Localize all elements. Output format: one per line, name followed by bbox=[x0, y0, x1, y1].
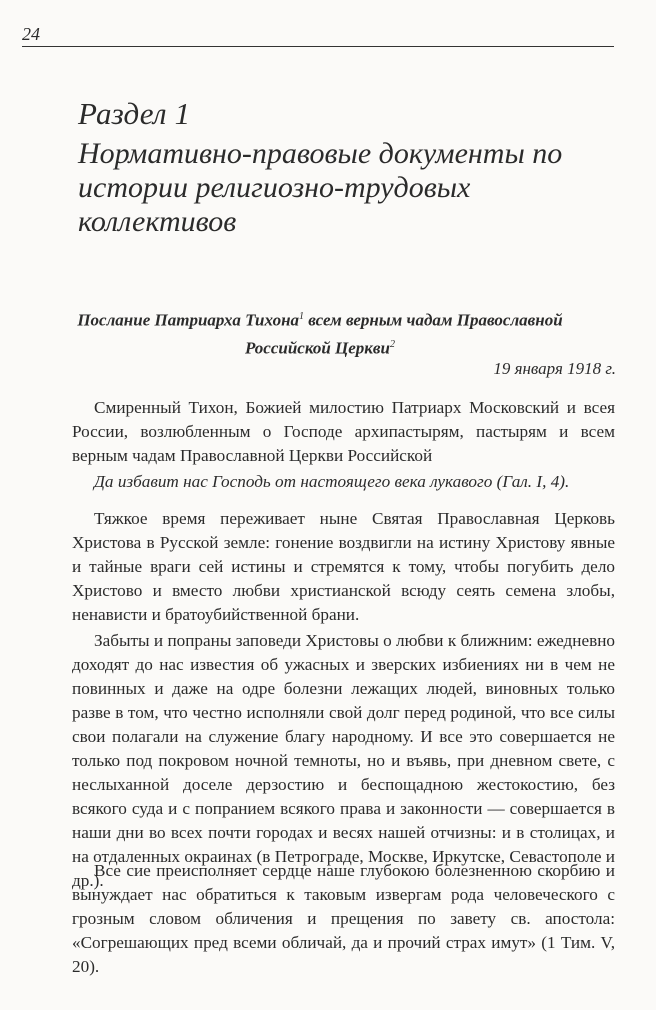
document-title-part1: Послание Патриарха Тихона bbox=[77, 310, 300, 330]
document-title-part2: всем верным чадам Православной Российской Церкви bbox=[245, 310, 563, 358]
address-paragraph: Смиренный Тихон, Божией милостию Патриарх Московский и всея России, возлюбленным о Господе архипастырям, пастырям и всем верным чадам Православной Церкви Российской bbox=[72, 398, 615, 465]
body-paragraph-1: Тяжкое время переживает ныне Святая Православная Церковь Христова в Русской земле: гонение воздвигли на истину Христову явные и тайные враги сей истины и стремятся к тому, чтобы погубить дело Христово и вместо любви христианской всюду сеять семена злобы, ненависти и братоубийственной брани. bbox=[72, 509, 615, 624]
footnote-ref-2[interactable]: 2 bbox=[389, 338, 395, 350]
epigraph: Да избавит нас Господь от настоящего века лукавого (Гал. I, 4). bbox=[94, 472, 570, 491]
body-paragraph-3: Все сие преисполняет сердце наше глубокою болезненною скорбию и вынуждает нас обратиться к таковым извергам рода человеческого с грозным словом обличения и прещения по завету св. апостола: «Согрешающих пред всеми обличай, да и прочий страх имут» (1 Тим. V, 20). bbox=[72, 861, 615, 976]
page-header bbox=[22, 22, 614, 47]
document-title bbox=[60, 305, 580, 360]
section-title: Нормативно-правовые документы по истории религиозно-трудовых коллективов bbox=[78, 137, 563, 238]
footnote-ref-1[interactable]: 1 bbox=[299, 311, 305, 322]
page-number: 24 bbox=[22, 24, 40, 44]
body-paragraph-2: Забыты и попраны заповеди Христовы о любви к ближним: ежедневно доходят до нас известия об ужасных и зверских избиениях ни в чем не повинных и даже на одре болезни лежащих людей, виновных только разве в том, что честно исполняли свой долг перед родиной, что все силы свои полагали на служение благу народному. И все это совершается не только под покровом ночной темноты, но и въявь, при дневном свете, с неслыханной доселе дерзостию и беспощадною жестокостию, без всякого суда и с попранием всякого права и законности — совершается в наши дни во всех почти городах и весях нашей отчизны: и в столицах, и на отдаленных окраинах (в Петрограде, Москве, Иркутске, Севастополе и др.). bbox=[72, 631, 615, 890]
section-label: Раздел 1 bbox=[78, 96, 191, 131]
document-date: 19 января 1918 г. bbox=[493, 359, 616, 378]
